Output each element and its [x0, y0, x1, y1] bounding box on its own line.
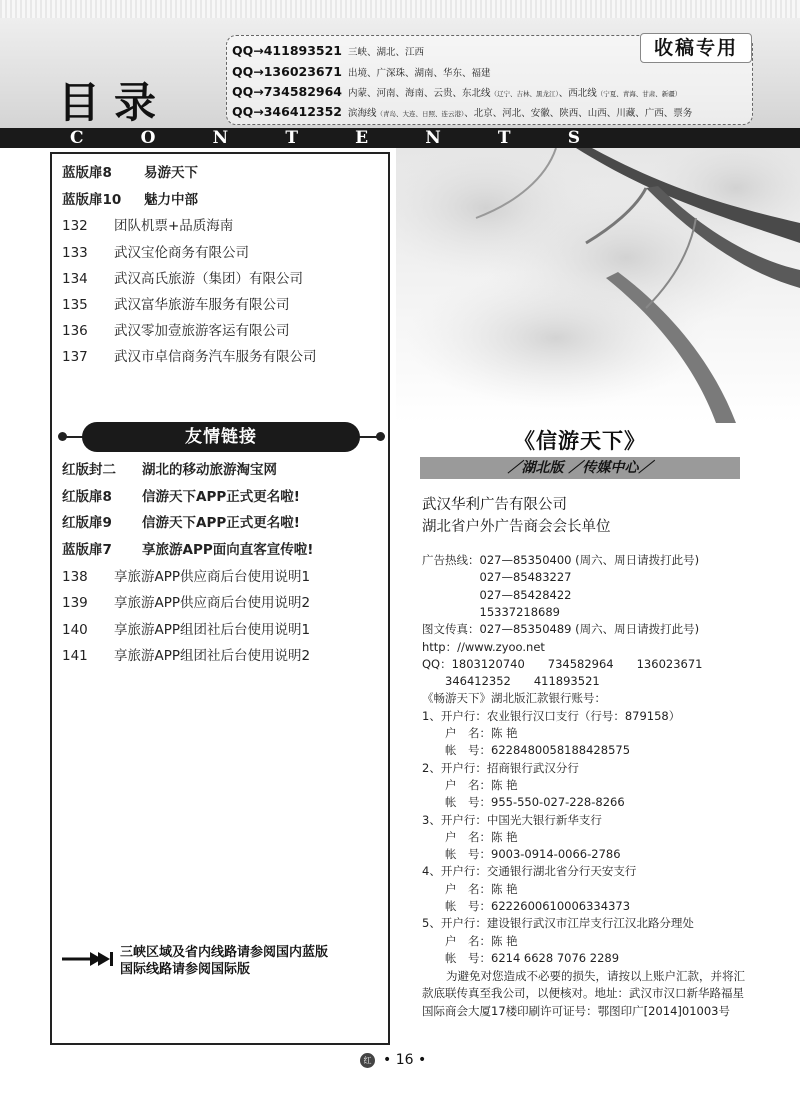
toc-label: 享旅游APP组团社后台使用说明1 — [114, 622, 311, 638]
contact-info-line: 户 名：陈 艳 — [422, 933, 518, 948]
toc-page: 134 — [62, 271, 88, 287]
toc-page: 140 — [62, 622, 88, 638]
toc-item[interactable] — [62, 460, 277, 480]
toc-page: 141 — [62, 648, 88, 664]
toc-label: 武汉高氏旅游（集团）有限公司 — [114, 271, 303, 287]
toc-item[interactable] — [62, 347, 317, 367]
toc-item[interactable] — [62, 593, 310, 613]
contact-info-line: 5、开户行：建设银行武汉市江岸支行江汉北路分理处 — [422, 916, 694, 931]
toc-page: 蓝版扉7 — [62, 542, 112, 558]
toc-item[interactable] — [62, 163, 198, 183]
header-stripe — [0, 0, 800, 18]
toc-page: 139 — [62, 595, 88, 611]
company-role: 湖北省户外广告商会会长单位 — [422, 519, 611, 535]
qq-line-3 — [232, 81, 681, 101]
contents-letter: N — [425, 128, 441, 148]
contact-info-line: http：//www.zyoo.net — [422, 639, 545, 654]
magazine-title: 《信游天下》 — [514, 429, 646, 453]
toc-label: 信游天下APP正式更名啦! — [142, 515, 300, 531]
contents-letter: C — [70, 128, 84, 148]
toc-page: 蓝版扉8 — [62, 165, 112, 181]
toc-label: 享旅游APP面向直客宣传啦! — [142, 542, 314, 558]
toc-label: 享旅游APP供应商后台使用说明1 — [114, 569, 311, 585]
toc-page: 蓝版扉10 — [62, 192, 122, 208]
qq-number: QQ→734582964 — [232, 84, 343, 99]
divider-dot-left — [58, 432, 67, 441]
qq-line-4 — [232, 101, 692, 121]
toc-item[interactable] — [62, 620, 310, 640]
toc-page: 133 — [62, 245, 88, 261]
contact-info-line: 帐 号：6228480058188428575 — [422, 743, 631, 758]
contents-label — [70, 128, 580, 148]
contact-info-line: 图文传真：027—85350489 (周六、周日请拨打此号) — [422, 622, 700, 637]
contact-info-line: 户 名：陈 艳 — [422, 881, 518, 896]
qq-area: 出境、广深珠、湖南、华东、福建 — [348, 68, 491, 79]
toc-item[interactable] — [62, 567, 310, 587]
qq-number: QQ→346412352 — [232, 104, 343, 119]
toc-label: 武汉富华旅游车服务有限公司 — [114, 297, 290, 313]
qq-number: QQ→411893521 — [232, 43, 343, 58]
toc-item[interactable] — [62, 190, 198, 210]
qq-area-detail: （青岛、大连、日照、连云港） — [376, 110, 465, 118]
toc-item[interactable] — [62, 295, 290, 315]
contact-info-line: 3、开户行：中国光大银行新华支行 — [422, 812, 602, 827]
contact-info-line: 《畅游天下》湖北版汇款银行账号： — [422, 691, 606, 706]
qq-area: 内蒙、河南、海南、云贵、东北线 — [348, 88, 491, 99]
toc-page: 红版扉8 — [62, 489, 112, 505]
contact-info-line: 15337218689 — [422, 604, 560, 619]
toc-item[interactable] — [62, 646, 310, 666]
edition-badge: 红 — [360, 1053, 375, 1068]
contact-info-line: 帐 号：6222600610006334373 — [422, 899, 631, 913]
page-number: • 16 • — [383, 1052, 427, 1068]
toc-page: 137 — [62, 349, 88, 365]
tree-photo — [396, 148, 800, 423]
toc-item[interactable] — [62, 216, 233, 236]
toc-item[interactable] — [62, 540, 313, 560]
toc-label: 团队机票+品质海南 — [114, 218, 234, 234]
toc-page: 138 — [62, 569, 88, 585]
contents-letter: T — [285, 128, 298, 148]
remittance-note: 为避免对您造成不必要的损失，请按以上账户汇款，并将汇款底联传真至我公司，以便核对。地址：武汉市汉口新华路福星国际商会大厦17楼印刷许可证号：鄂图印广[2014]01003号 — [422, 969, 745, 1018]
contents-letter: N — [212, 128, 229, 148]
company-name: 武汉华利广告有限公司 — [422, 497, 567, 513]
toc-label: 易游天下 — [144, 165, 198, 181]
contents-letter: E — [355, 128, 369, 148]
qq-area-tail: 、北京、河北、安徽、陕西、山西、川藏、广西、票务 — [464, 108, 693, 119]
toc-item[interactable] — [62, 513, 300, 533]
contact-info-line: 广告热线：027—85350400 (周六、周日请拨打此号) — [422, 553, 700, 567]
contact-info-line: 户 名：陈 艳 — [422, 777, 518, 792]
qq-line-2 — [232, 61, 491, 81]
contact-info-line: 027—85483227 — [422, 570, 572, 585]
toc-label: 信游天下APP正式更名啦! — [142, 489, 300, 505]
contact-info-line: 帐 号：6214 6628 7076 2289 — [422, 950, 620, 965]
toc-label: 享旅游APP供应商后台使用说明2 — [114, 595, 311, 611]
toc-page: 红版封二 — [62, 462, 116, 478]
contact-info-line: 4、开户行：交通银行湖北省分行天安支行 — [422, 864, 637, 879]
toc-label: 武汉零加壹旅游客运有限公司 — [114, 323, 290, 339]
page-footer — [360, 1052, 426, 1068]
reference-note-line: 国际线路请参阅国际版 — [120, 962, 251, 977]
toc-item[interactable] — [62, 321, 290, 341]
contact-info-line: 户 名：陈 艳 — [422, 726, 518, 740]
page-title: 目录 — [58, 78, 171, 127]
contact-info-line: 户 名：陈 艳 — [422, 829, 518, 844]
contact-info-line: QQ：1803120740 734582964 136023671 — [422, 656, 703, 671]
contact-info-line: 1、开户行：农业银行汉口支行（行号：879158） — [422, 708, 681, 723]
toc-page: 136 — [62, 323, 88, 339]
qq-area: 三峡、湖北、江西 — [348, 47, 425, 58]
toc-page: 132 — [62, 218, 88, 234]
qq-area-detail-2: （宁夏、青海、甘肃、新疆） — [596, 90, 682, 98]
toc-label: 湖北的移动旅游淘宝网 — [142, 462, 277, 478]
contact-info-line: 2、开户行：招商银行武汉分行 — [422, 760, 579, 775]
toc-item[interactable] — [62, 243, 249, 263]
toc-label: 魅力中部 — [144, 192, 198, 208]
toc-item[interactable] — [62, 487, 300, 507]
toc-page: 红版扉9 — [62, 515, 112, 531]
arrow-forward-icon — [62, 948, 114, 970]
magazine-subtitle: ／湖北版 ／传媒中心／ — [507, 460, 653, 476]
contents-letter: T — [497, 128, 511, 148]
toc-label: 享旅游APP组团社后台使用说明2 — [114, 648, 311, 664]
reference-note-line: 三峡区域及省内线路请参阅国内蓝版 — [120, 945, 329, 960]
qq-area-detail: （辽宁、吉林、黑龙江） — [490, 90, 559, 98]
divider-dot-right — [376, 432, 385, 441]
contents-letter: O — [140, 128, 156, 148]
contact-info-line: 346412352 411893521 — [422, 674, 600, 689]
contents-letter: S — [567, 128, 580, 148]
toc-label: 武汉市卓信商务汽车服务有限公司 — [114, 349, 317, 365]
qq-line-1 — [232, 40, 424, 60]
qq-number: QQ→136023671 — [232, 64, 343, 79]
contact-info-line: 027—85428422 — [422, 587, 572, 602]
contact-info-line: 帐 号：955-550-027-228-8266 — [422, 795, 625, 810]
qq-area: 滨海线 — [348, 108, 377, 119]
submission-tag: 收稿专用 — [640, 33, 752, 63]
links-section-title: 友情链接 — [82, 422, 360, 452]
contact-info-line: 帐 号：9003-0914-0066-2786 — [422, 847, 621, 862]
toc-label: 武汉宝伦商务有限公司 — [114, 245, 249, 261]
reference-note — [120, 944, 328, 978]
toc-page: 135 — [62, 297, 88, 313]
qq-area-tail: 、西北线 — [558, 88, 597, 99]
toc-item[interactable] — [62, 269, 303, 289]
